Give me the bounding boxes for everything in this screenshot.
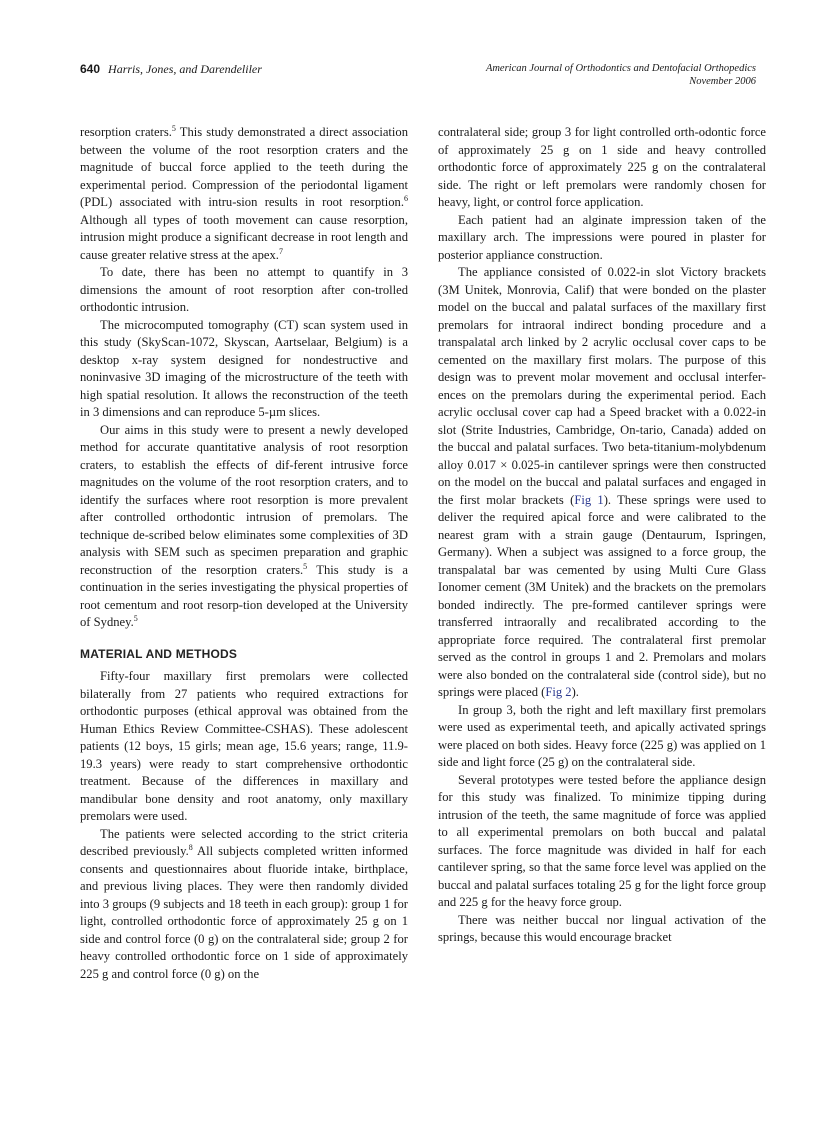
text-run: resorption craters. [80,125,172,139]
text-run: This study demonstrated a direct association between the volume of the root resorption craters and the magnitude of buccal force applied to the teeth during the experimental period. Compression of the periodontal ligament (PDL) associated with intru-sion results in root resorption. [80,125,408,209]
issue-date: November 2006 [689,76,756,87]
citation-ref: 5 [133,614,138,623]
text-run: The patients were selected according to the strict criteria described previously. [80,826,408,858]
paragraph: contralateral side; group 3 for light controlled orth-odontic force of approximately 25 g on 1 side and heavy controlled orthodontic force of approximately 225 g on the contralateral side. The right or left premolars were randomly chosen for heavy, light, or control force application. [438,125,766,209]
paragraph [80,422,408,632]
page-number: 640 [80,62,101,76]
left-column [80,124,408,983]
paragraph [80,124,408,264]
right-column [438,124,766,947]
text-run: ). [571,685,579,699]
text-run: The appliance consisted of 0.022-in slot Victory brackets (3M Unitek, Monrovia, Calif) that were bonded on the plaster model on the buccal and palatal surfaces of the maxillary first premolars for intraoral indirect bonding procedure and a transpalatal arch linked by 2 acrylic occlusal cover caps to be cemented on the maxillary first molars. The purpose of this design was to prevent molar movement and occlusal interfer-ences on the premolars during the experimental period. Each acrylic occlusal cover cap had a Speed bracket with a 0.022-in slot (Strite Industries, Cambridge, On-tario, Canada) added on the buccal and palatal surfaces. Two beta-titanium-molybdenum alloy 0.017 × 0.025-in cantilever springs were then constructed on the model on the buccal and palatal surfaces and engaged in the first molar brackets ( [438,265,766,507]
section-heading: MATERIAL AND METHODS [80,646,238,661]
paragraph: Several prototypes were tested before the appliance design for this study was finalized. To minimize tipping during intrusion of the teeth, the same magnitude of force was applied to all experimental premolars on both buccal and palatal surfaces. The force magnitude was divided in half for each cantilever spring, so that the same force level was applied on the buccal and palatal surfaces totaling 25 g for the light force group and 225 g for the heavy force group. [438,772,766,909]
paragraph: Each patient had an alginate impression taken of the maxillary arch. The impressions were poured in plaster for posterior appliance construction. [438,212,766,262]
paragraph [438,264,766,702]
citation-ref: 7 [278,246,283,256]
header-right [486,62,756,88]
figure-2-link[interactable]: Fig 2 [545,685,572,699]
paragraph: In group 3, both the right and left maxillary first premolars were used as experimental teeth, and apically activated springs were placed on both sides. Heavy force (225 g) was applied on 1 side and light force (25 g) on the contralateral side. [438,702,766,769]
text-run: All subjects completed written informed consents and questionnaires about fluoride intake, birthplace, and previous living places. They were then randomly divided into 3 groups (9 subjects and 18 teeth in each group): group 1 for light, controlled orthodontic force of approximately 25 g on 1 side and control force (0 g) on the contralateral side; group 2 for heavy controlled orthodontic force on 1 side of approximately 225 g and control force (0 g) on the [80,844,408,981]
text-run: Our aims in this study were to present a newly developed method for accurate quantitative analysis of root resorption craters, to establish the effects of dif-ferent intrusive force magnitudes on the volume of the root resorption craters, and to identify the surfaces where root resorption is more prevalent after controlled orthodontic intrusion of premolars. The technique de-scribed below eliminates some complexities of 3D analysis with SEM such as specimen preparation and graphic reconstruction of the resorption craters. [80,422,408,577]
paragraph [80,826,408,984]
header-left [80,62,262,77]
citation-ref: 8 [188,843,193,852]
citation-ref: 5 [303,561,308,571]
text-run: Although all types of tooth movement can cause resorption, intrusion might produce a significant decrease in root length and cause greater relative stress at the apex. [80,212,408,262]
paragraph: There was neither buccal nor lingual activation of the springs, because this would encourage bracket [438,912,766,944]
text-run: This study is a continuation in the series investigating the physical properties of root cementum and root resorp-tion developed at the University of Sydney. [80,562,408,629]
text-run: ). These springs were used to deliver the required apical force and were calibrated to the nearest gram with a strain gauge (Dentaurum, Ispringen, Germany). When a subject was assigned to a force group, the transpalatal bar was cemented by using Multi Cure Glass Ionomer cement (3M Unitek) and the brackets on the premolars bonded indirectly. The pre-formed cantilever springs were transferred intraorally and recalibrated according to the appropriate force required. The contralateral first premolar served as the control in groups 1 and 2. Premolars and molars were also bonded on the contralateral side (control side), but no springs were placed ( [438,492,766,699]
citation-ref: 5 [171,124,176,133]
journal-title: American Journal of Orthodontics and Dentofacial Orthopedics [485,63,756,74]
paragraph: To date, there has been no attempt to quantify in 3 dimensions the amount of root resorption after con-trolled orthodontic intrusion. [80,265,408,314]
running-header [80,62,756,102]
citation-ref: 6 [404,194,408,203]
figure-1-link[interactable]: Fig 1 [574,492,604,507]
paragraph: Fifty-four maxillary first premolars were collected bilaterally from 27 patients who required extractions for orthodontic purposes (ethical approval was obtained from the Human Ethics Review Committee-CSHAS). These adolescent patients (12 boys, 15 girls; mean age, 15.6 years; range, 11.9-19.3 years) were ready to start comprehensive orthodontic treatment. Because of the differences in maxillary and mandibular bone density and root anatomy, only maxillary premolars were used. [80,669,408,823]
paragraph: The microcomputed tomography (CT) scan system used in this study (SkyScan-1072, Skyscan, Aartselaar, Belgium) is a desktop x-ray system designed for nondestructive and noninvasive 3D imaging of the microstructure of the teeth with high spatial resolution. It allows the reconstruction of the teeth in 3 dimensions and can reproduce 5-µm slices. [80,317,408,419]
running-authors: Harris, Jones, and Darendeliler [108,62,262,76]
